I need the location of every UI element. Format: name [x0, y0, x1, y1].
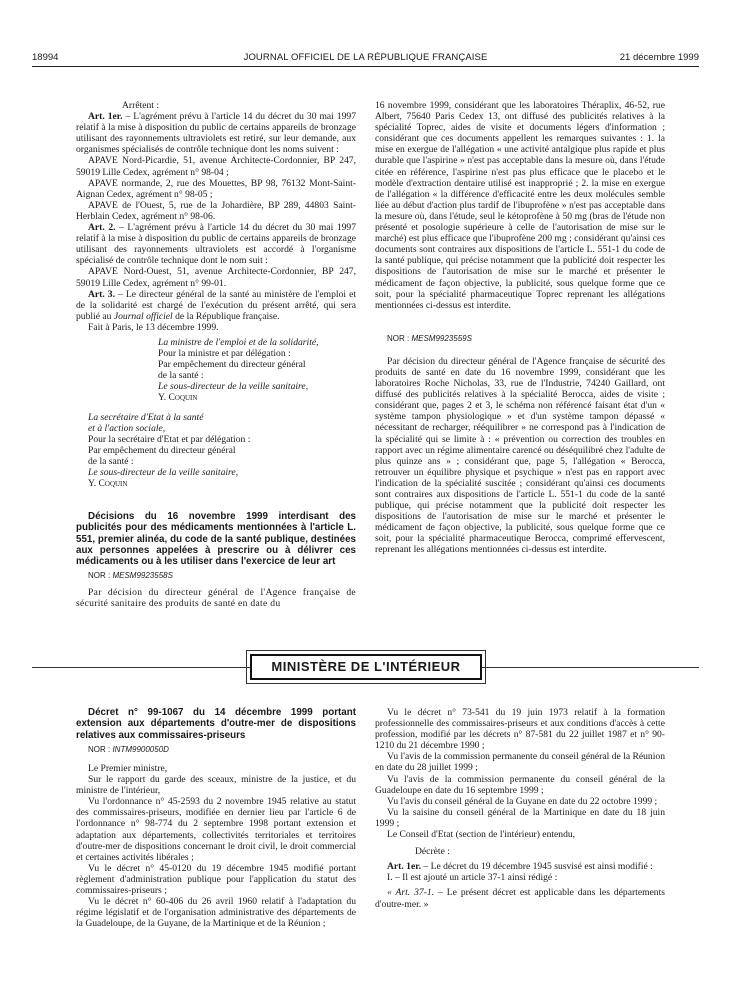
- ministry-rule-left: [32, 667, 250, 668]
- visa-martinique: Vu la saisine du conseil général de la Martinique en date du 18 juin 1999 ;: [375, 806, 665, 829]
- journal-title: JOURNAL OFFICIEL DE LA RÉPUBLIQUE FRANÇAISE: [243, 52, 488, 63]
- signature-block-1: La ministre de l'emploi et de la solidarité, Pour la ministre et par délégation : Par empêchement du directeur général de la santé : Le sous-directeur de la veille sanitaire, Y. Coquin: [76, 337, 356, 404]
- visa-decret-1973: Vu le décret n° 73-541 du 19 juin 1973 relatif à la formation professionnelle des commissaires-priseurs et aux conditions d'accès à cette profession, modifié par les décrets n° 87-581 du 22 juillet 1987 et n° 90-1210 du 21 décembre 1990 ;: [375, 707, 665, 752]
- visa-guyane: Vu l'avis du conseil général de la Guyane en date du 22 octobre 1999 ;: [387, 795, 658, 807]
- visa-reunion: Vu l'avis de la commission permanente du conseil général de la Réunion en date du 28 juillet 1999 ;: [375, 751, 665, 774]
- org-apave-normande: APAVE normande, 2, rue des Mouettes, BP 98, 76132 Mont-Saint-Aignan Cedex, agrément n° 98-05 ;: [76, 177, 356, 200]
- signature-block-2: La secrétaire d'Etat à la santé et à l'action sociale, Pour la secrétaire d'Etat et par délégation : Par empêchement du directeur général de la santé : Le sous-directeur de la veille sanitaire, Y. Coquin: [76, 412, 356, 490]
- article-1: Art. 1er. – L'agrément prévu à l'article 14 du décret du 30 mai 1997 relatif à la mise à disposition du public de certains appareils de bronzage utilisant des rayonnements ultraviolets est retiré, sur leur demande, aux organismes spécialisés de contrôle technique dont les noms suivent :: [76, 111, 356, 156]
- decision-2: Par décision du directeur général de l'Agence française de sécurité des produits de santé en date du 16 novembre 1999, considérant que les laboratoires Roche Nicholas, 33, rue de l'Industrie, 74240 Gaillard, ont diffusé des publicités relatives à la spécialité Berocca, aides de visite ; considérant que, pages 2 et 3, le schéma non référencé faisant état d'un « système tampon physiologique » et d'un système tampon dépassé « nécessitant de recharger, rééquilibrer » ne correspond pas à l'indication de la spécialité qui se limite à : « prévention ou correction des troubles en rapport avec un régime alimentaire carencé ou déséquilibré chez l'adulte de plus quinze ans » ; considérant que, page 5, l'allégation « Berocca, retrouver un équilibre physique et psychique » n'est pas en rapport avec l'indication de la spécialité suscitée ; considérant qu'ainsi ces documents sont contraires aux dispositions de l'article L. 551-1 du code de la santé publique, qui précise notamment que la publicité doit respecter les dispositions de l'autorisation de mise sur le marché et présenter le médicament de façon objective, la publicité, sous quelque forme que ce soit, pour la spécialité pharmaceutique Berocca, comprimé effervescent, reprenant les allégations mentionnées ci-dessus est interdite.: [375, 355, 665, 556]
- decret-title: Décret n° 99-1067 du 14 décembre 1999 portant extension aux départements d'outre-mer de dispositions relatives aux commissaires-priseurs: [76, 707, 356, 741]
- signatory-name: Y. Coquin: [88, 478, 128, 490]
- nor-reference: NOR : MESM9923558S: [88, 570, 173, 580]
- fait-a-paris: Fait à Paris, le 13 décembre 1999.: [88, 321, 219, 333]
- left-bottom-column: [76, 707, 356, 929]
- decision-1-start: Par décision du directeur général de l'Agence française de sécurité sanitaire des produits de santé en date du: [76, 586, 356, 609]
- nor-reference: NOR : INTM9900050D: [88, 744, 169, 754]
- right-top-column: [375, 100, 665, 556]
- right-bottom-column: [375, 707, 665, 910]
- premier-ministre: Le Premier ministre,: [88, 762, 168, 774]
- decisions-title: Décisions du 16 novembre 1999 interdisant des publicités pour des médicaments mentionnées à l'article L. 551, premier alinéa, du code de la santé publique, destinées aux personnes appelées à prescrire ou à délivrer ces médicaments ou à les utiliser dans l'exercice de leur art: [76, 511, 356, 568]
- issue-date: 21 décembre 1999: [619, 52, 699, 63]
- decrete: Décrète :: [415, 846, 450, 858]
- visa-decret-1945: Vu le décret n° 45-0120 du 19 décembre 1945 modifié portant règlement d'administration publique pour l'application du statut des commissaires-priseurs ;: [76, 862, 356, 897]
- article-37-1-quote: « Art. 37-1. – Le présent décret est applicable dans les départements d'outre-mer. »: [375, 887, 665, 910]
- signatory-name: Y. Coquin: [158, 392, 198, 404]
- nor-reference: NOR : MESM9923559S: [387, 333, 472, 343]
- ministry-heading: MINISTÈRE DE L'INTÉRIEUR: [250, 654, 482, 680]
- visa-decret-1960: Vu le décret n° 60-406 du 26 avril 1960 relatif à l'adaptation du régime législatif et de l'organisation administrative des départements de la Guadeloupe, de la Guyane, de la Martinique et de la Réunion ;: [76, 896, 356, 930]
- page-header: [32, 52, 699, 66]
- left-top-column: [76, 100, 356, 609]
- visa-ordonnance: Vu l'ordonnance n° 45-2593 du 2 novembre 1945 relative au statut des commissaires-priseurs, modifiée en dernier lieu par l'article 6 de l'ordonnance n° 98-774 du 2 septembre 1998 portant extension et adaptation aux départements, collectivités territoriales et territoires d'outre-mer de dispositions concernant le droit civil, le droit commercial et certaines activités libérales ;: [76, 796, 356, 863]
- arretent: Arrêtent :: [122, 100, 160, 111]
- article-3: Art. 3. – Le directeur général de la santé au ministère de l'emploi et de la solidarité est chargé de l'exécution du présent arrêté, qui sera publié au Journal officiel de la République française.: [76, 288, 356, 322]
- org-apave-nord-ouest: APAVE Nord-Ouest, 51, avenue Architecte-Cordonnier, BP 247, 59019 Lille Cedex, agrément n° 99-01.: [76, 266, 356, 289]
- visa-guadeloupe: Vu l'avis de la commission permanente du conseil général de la Guadeloupe en date du 16 septembre 1999 ;: [375, 773, 665, 796]
- conseil-etat: Le Conseil d'Etat (section de l'intérieur) entendu,: [387, 829, 576, 841]
- visa-rapport: Sur le rapport du garde des sceaux, ministre de la justice, et du ministre de l'intérieur,: [76, 774, 356, 797]
- page-number: 18994: [32, 52, 59, 63]
- header-rule: [32, 66, 699, 67]
- decret-article-1: Art. 1er. – Le décret du 19 décembre 1945 susvisé est ainsi modifié :: [387, 861, 653, 873]
- ministry-rule-right: [482, 667, 699, 668]
- article-2: Art. 2. – L'agrément prévu à l'article 14 du décret du 30 mai 1997 relatif à la mise à disposition du public de certains appareils de bronzage utilisant des rayonnements ultraviolets est accordé à l'organisme spécialisé de contrôle technique dont le nom suit :: [76, 222, 357, 267]
- item-I: I. – Il est ajouté un article 37-1 ainsi rédigé :: [387, 872, 558, 884]
- org-apave-ouest: APAVE de l'Ouest, 5, rue de la Johardière, BP 289, 44803 Saint-Herblain Cedex, agrément n° 98-06.: [76, 199, 356, 222]
- org-apave-nord-picardie: APAVE Nord-Picardie, 51, avenue Architecte-Cordonnier, BP 247, 59019 Lille Cedex, agrément n° 98-04 ;: [76, 155, 356, 178]
- decision-1-continued: 16 novembre 1999, considérant que les laboratoires Théraplix, 46-52, rue Albert, 75640 Paris Cedex 13, ont diffusé des publicités relatives à la spécialité Toprec, aides de visite et documents légers d'information ; considérant que ces documents appellent les remarques suivantes : 1. la mise en exergue de l'allégation « une activité antalgique plus rapide et plus durable que l'aspirine » n'est pas acceptable dans la mesure où, dans l'étude citée en référence, l'aspirine n'est pas plus efficace que le placebo et le modèle d'extraction dentaire utilisé est inapproprié ; 2. la mise en exergue de l'allégation « la différence d'efficacité entre les deux molécules semble liée au début d'action plus tardif de l'ibuprofène » n'est pas acceptable dans la mesure où, dans l'étude, seul le kétoprofène à 50 mg (bras de l'étude non présenté et posologie supérieure à celle de l'autorisation de mise sur le marché) est plus efficace que l'ibuprofène 200 mg ; considérant qu'ainsi ces documents sont contraires aux dispositions de l'article L. 551-1 du code de la santé publique, qui précise notamment que la publicité doit respecter les dispositions de l'autorisation de mise sur le marché et présenter le médicament de façon objective, la publicité, sous quelque forme que ce soit, pour la spécialité pharmaceutique Toprec reprenant les allégations mentionnées ci-dessus est interdite.: [375, 100, 665, 311]
